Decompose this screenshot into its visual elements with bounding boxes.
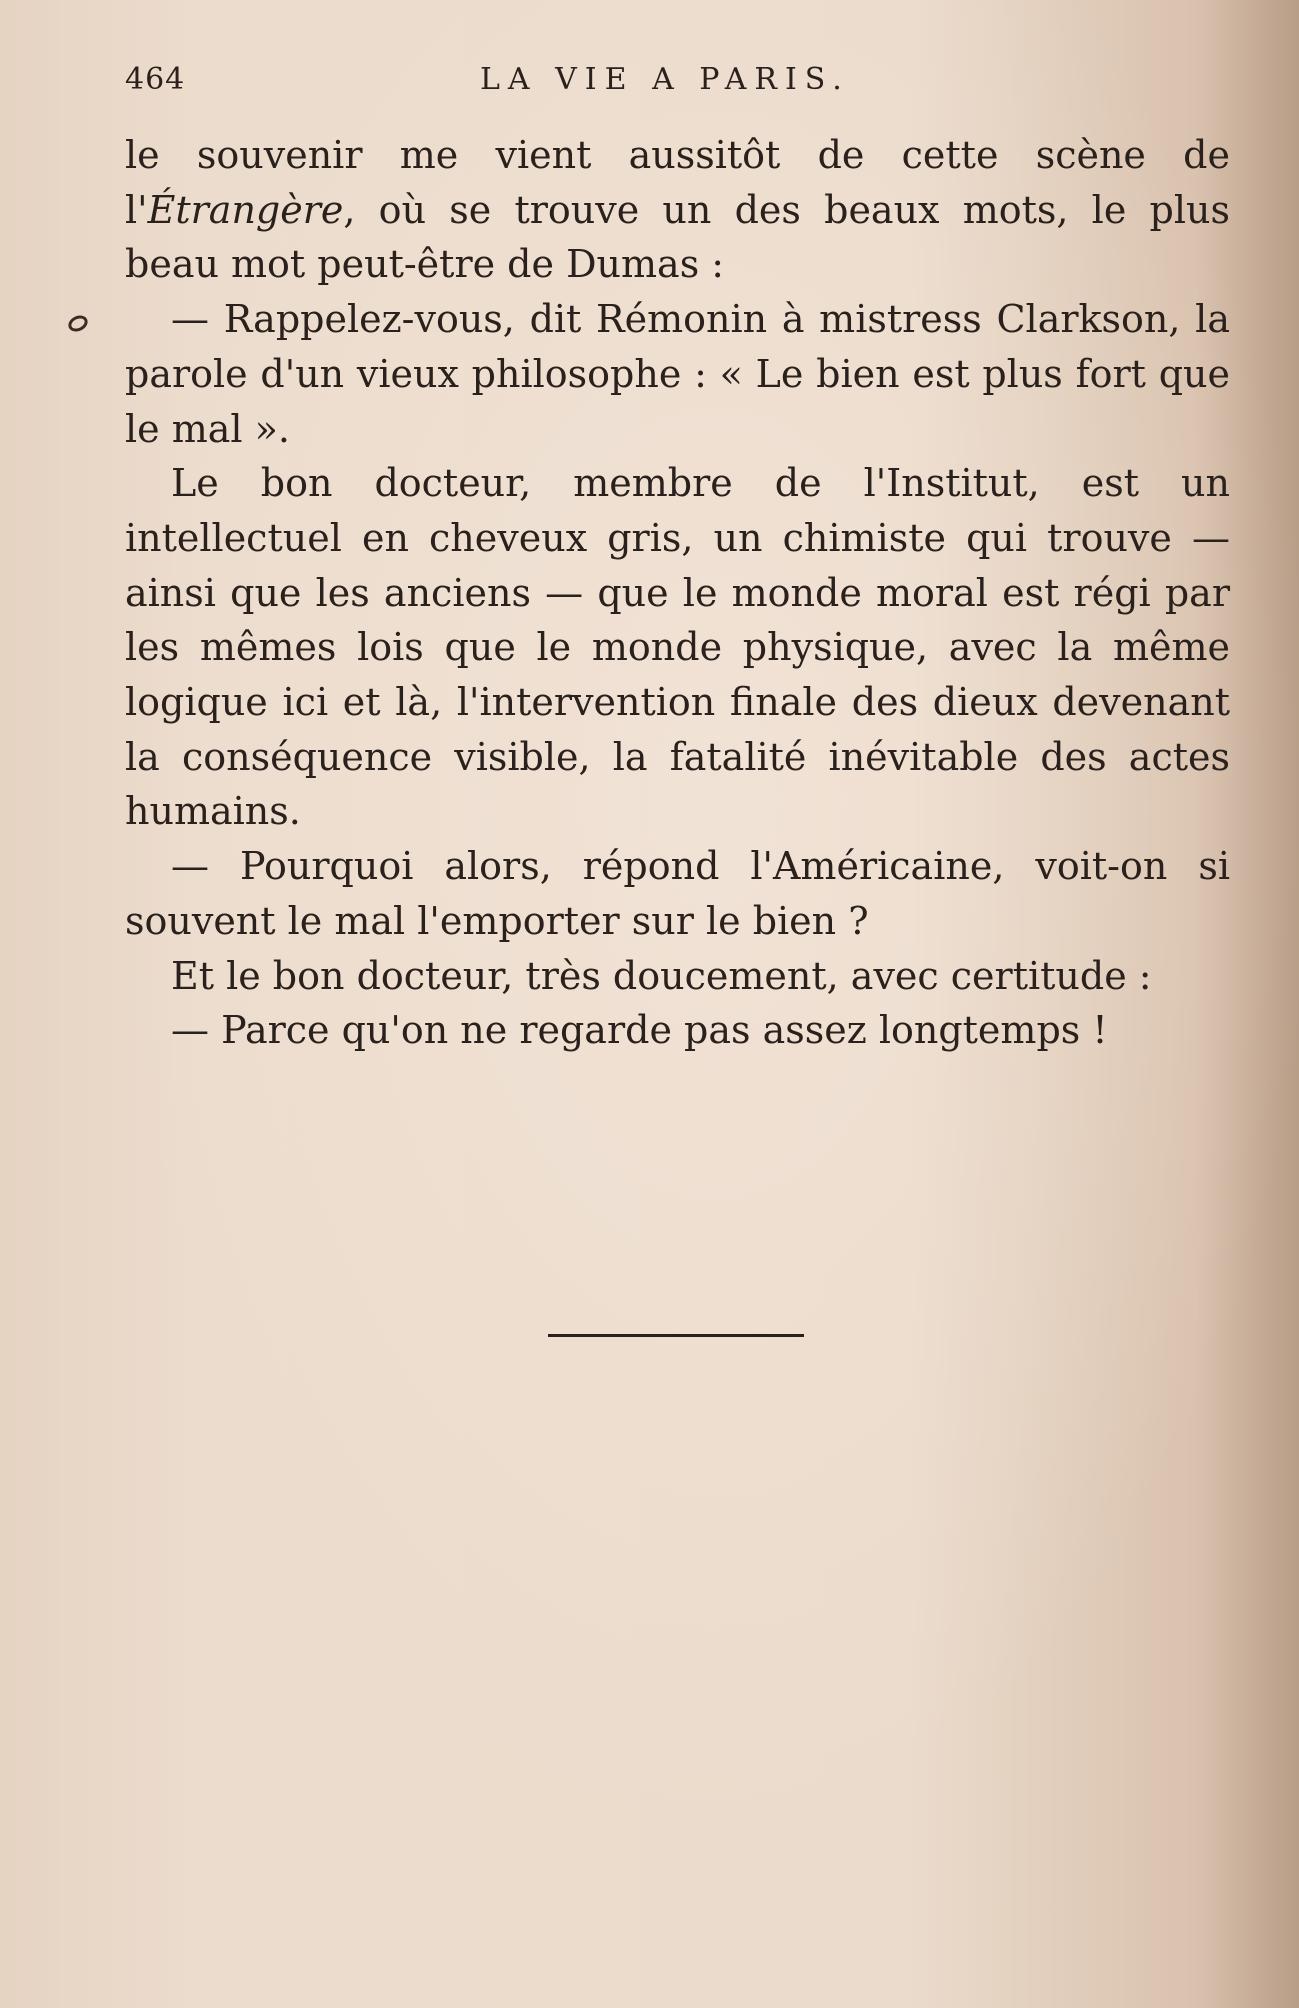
paragraph-5: Et le bon docteur, très doucement, avec certitude : <box>171 953 1152 998</box>
closing-rule <box>548 1334 804 1337</box>
page-header <box>125 62 1230 102</box>
paragraph-1-italic-title: Étrangère <box>147 187 344 232</box>
paragraph-4: — Pourquoi alors, répond l'Américaine, voit-on si souvent le mal l'emporter sur le bien ? <box>125 844 1230 943</box>
paragraph-1-part-3: , où se trouve un des beaux mots, le plus beau mot peut-être de Dumas : <box>125 187 1230 287</box>
paragraph-3: Le bon docteur, membre de l'Institut, est un intellectuel en cheveux gris, un chimiste qui trouve — ainsi que les anciens — que le monde moral est régi par les mêmes lois que le monde physique, avec la même logique ici et là, l'intervention finale des dieux devenant la conséquence visible, la fatalité inévitable des actes humains. <box>125 461 1230 834</box>
paragraph-6: — Parce qu'on ne regarde pas assez longtemps ! <box>171 1008 1108 1053</box>
running-title: LA VIE A PARIS. <box>480 62 850 97</box>
paragraph-1 <box>125 128 1230 292</box>
body-text <box>125 128 1230 1058</box>
ink-mark-icon <box>66 312 90 334</box>
paragraph-2: — Rappelez-vous, dit Rémonin à mistress Clarkson, la parole d'un vieux philosophe : « Le bien est plus fort que le mal ». <box>125 297 1230 451</box>
page-number: 464 <box>125 62 186 97</box>
paragraph-1-part-1: le souvenir me vient aussitôt de cette scène de l' <box>125 133 1230 232</box>
